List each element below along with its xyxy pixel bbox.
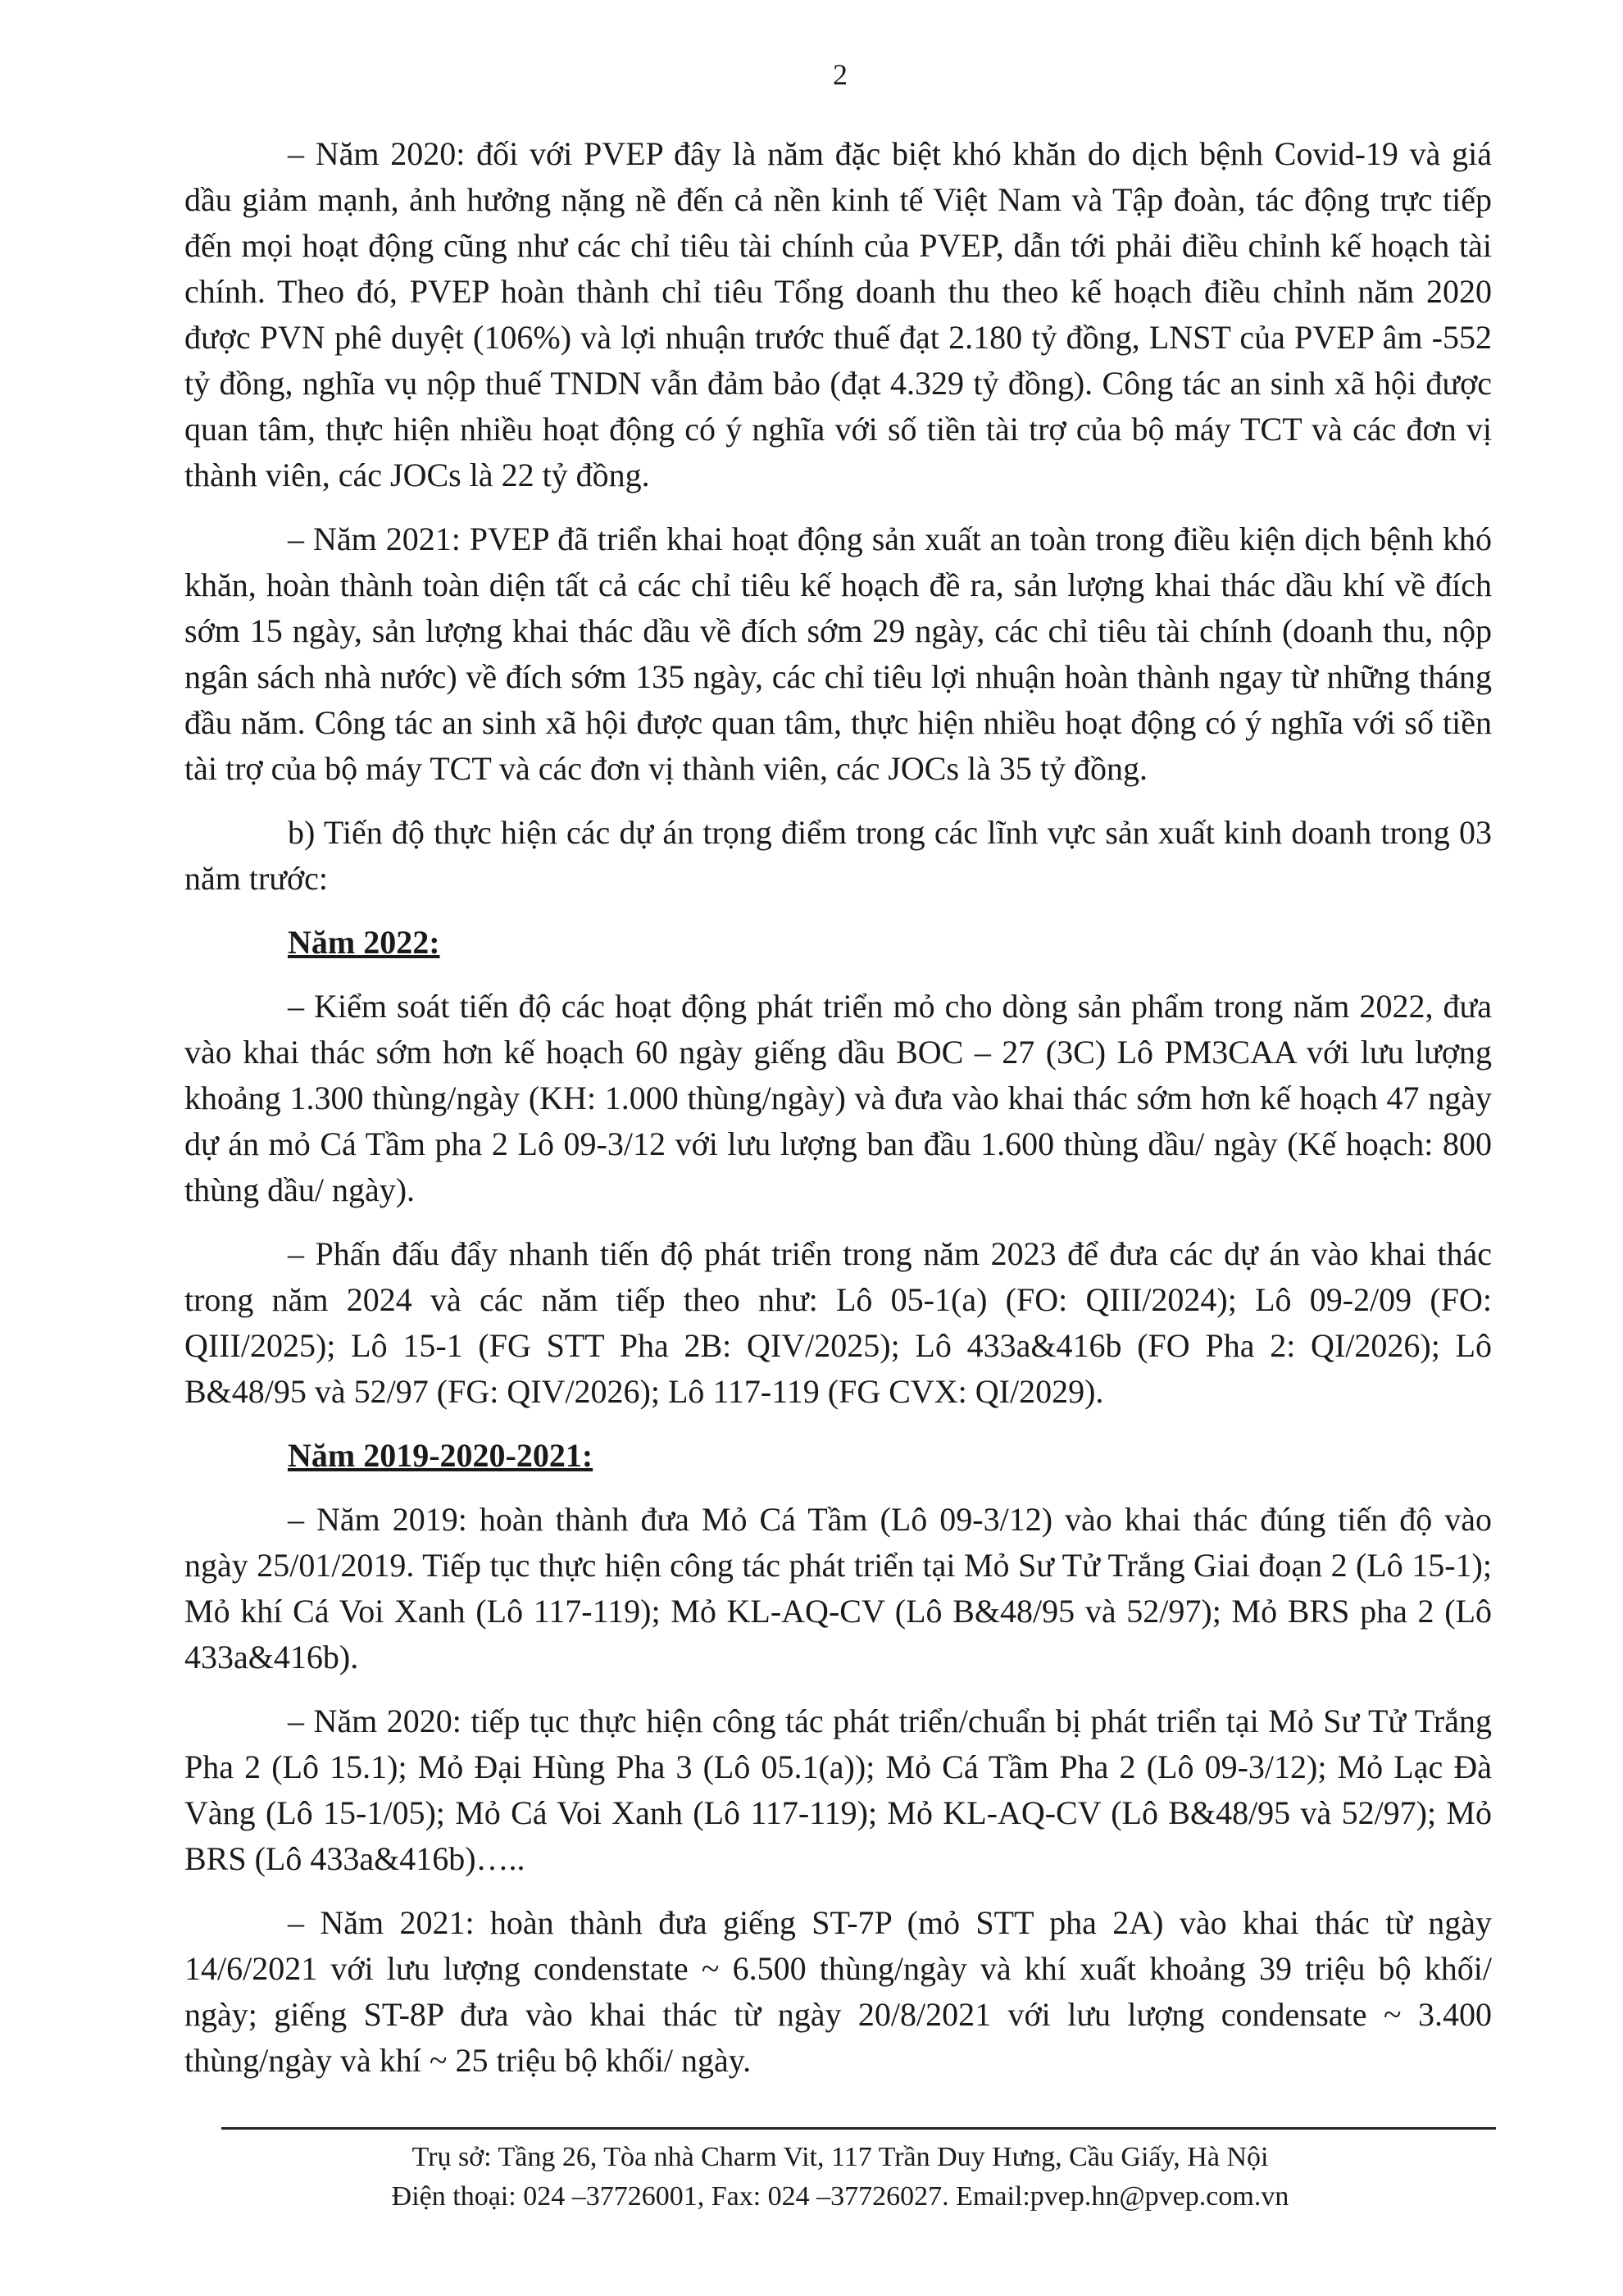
page-number: 2	[833, 58, 848, 91]
paragraph-2022-acceleration: – Phấn đấu đẩy nhanh tiến độ phát triển trong năm 2023 để đưa các dự án vào khai thác trong năm 2024 và các năm tiếp theo như: Lô 05-1(a) (FO: QIII/2024); Lô 09-2/09 (FO: QIII/2025); Lô 15-1 (FG STT Pha 2B: QIV/2025); Lô 433a&416b (FO Pha 2: QI/2026); Lô B&48/95 và 52/97 (FG: QIV/2026); Lô 117-119 (FG CVX: QI/2029).	[184, 1235, 1492, 1410]
paragraph-2020-projects: – Năm 2020: tiếp tục thực hiện công tác phát triển/chuẩn bị phát triển tại Mỏ Sư Tử Trắng Pha 2 (Lô 15.1); Mỏ Đại Hùng Pha 3 (Lô 05.1(a)); Mỏ Cá Tầm Pha 2 (Lô 09-3/12); Mỏ Lạc Đà Vàng (Lô 15-1/05); Mỏ Cá Voi Xanh (Lô 117-119); Mỏ KL-AQ-CV (Lô B&48/95 và 52/97); Mỏ BRS (Lô 433a&416b)…..	[184, 1703, 1492, 1877]
paragraph-2021-projects: – Năm 2021: hoàn thành đưa giếng ST-7P (mỏ STT pha 2A) vào khai thác từ ngày 14/6/2021 với lưu lượng condenstate ~ 6.500 thùng/ngày và khí xuất khoảng 39 triệu bộ khối/ ngày; giếng ST-8P đưa vào khai thác từ ngày 20/8/2021 với lưu lượng condensate ~ 3.400 thùng/ngày và khí ~ 25 triệu bộ khối/ ngày.	[184, 1904, 1492, 2079]
paragraph-section-b: b) Tiến độ thực hiện các dự án trọng điểm trong các lĩnh vực sản xuất kinh doanh trong 03 năm trước:	[184, 814, 1492, 897]
document-body	[184, 131, 1492, 2102]
paragraph-2019-projects: – Năm 2019: hoàn thành đưa Mỏ Cá Tầm (Lô 09-3/12) vào khai thác đúng tiến độ vào ngày 25/01/2019. Tiếp tục thực hiện công tác phát triển tại Mỏ Sư Tử Trắng Giai đoạn 2 (Lô 15-1); Mỏ khí Cá Voi Xanh (Lô 117-119); Mỏ KL-AQ-CV (Lô B&48/95 và 52/97); Mỏ BRS pha 2 (Lô 433a&416b).	[184, 1501, 1492, 1675]
paragraph-2022-development: – Kiểm soát tiến độ các hoạt động phát triển mỏ cho dòng sản phẩm trong năm 2022, đưa vào khai thác sớm hơn kế hoạch 60 ngày giếng dầu BOC – 27 (3C) Lô PM3CAA với lưu lượng khoảng 1.300 thùng/ngày (KH: 1.000 thùng/ngày) và đưa vào khai thác sớm hơn kế hoạch 47 ngày dự án mỏ Cá Tầm pha 2 Lô 09-3/12 với lưu lượng ban đầu 1.600 thùng dầu/ ngày (Kế hoạch: 800 thùng dầu/ ngày).	[184, 988, 1492, 1208]
footer-address: Trụ sở: Tầng 26, Tòa nhà Charm Vit, 117 Trần Duy Hưng, Cầu Giấy, Hà Nội	[411, 2142, 1269, 2172]
paragraph-2020-summary: – Năm 2020: đối với PVEP đây là năm đặc biệt khó khăn do dịch bệnh Covid-19 và giá dầu giảm mạnh, ảnh hưởng nặng nề đến cả nền kinh tế Việt Nam và Tập đoàn, tác động trực tiếp đến mọi hoạt động cũng như các chỉ tiêu tài chính của PVEP, dẫn tới phải điều chỉnh kế hoạch tài chính. Theo đó, PVEP hoàn thành chỉ tiêu Tổng doanh thu theo kế hoạch điều chỉnh năm 2020 được PVN phê duyệt (106%) và lợi nhuận trước thuế đạt 2.180 tỷ đồng, LNST của PVEP âm -552 tỷ đồng, nghĩa vụ nộp thuế TNDN vẫn đảm bảo (đạt 4.329 tỷ đồng). Công tác an sinh xã hội được quan tâm, thực hiện nhiều hoạt động có ý nghĩa với số tiền tài trợ của bộ máy TCT và các đơn vị thành viên, các JOCs là 22 tỷ đồng.	[184, 135, 1492, 493]
heading-2019-2021: Năm 2019-2020-2021:	[288, 1437, 593, 1474]
footer-divider	[221, 2127, 1496, 2130]
heading-2022: Năm 2022:	[288, 924, 440, 961]
paragraph-2021-summary: – Năm 2021: PVEP đã triển khai hoạt động sản xuất an toàn trong điều kiện dịch bệnh khó khăn, hoàn thành toàn diện tất cả các chỉ tiêu kế hoạch đề ra, sản lượng khai thác dầu khí về đích sớm 15 ngày, sản lượng khai thác dầu về đích sớm 29 ngày, các chỉ tiêu tài chính (doanh thu, nộp ngân sách nhà nước) về đích sớm 135 ngày, các chỉ tiêu lợi nhuận hoàn thành ngay từ những tháng đầu năm. Công tác an sinh xã hội được quan tâm, thực hiện nhiều hoạt động có ý nghĩa với số tiền tài trợ của bộ máy TCT và các đơn vị thành viên, các JOCs là 35 tỷ đồng.	[184, 521, 1492, 787]
footer	[0, 2138, 1623, 2216]
footer-contact: Điện thoại: 024 –37726001, Fax: 024 –37726027. Email:pvep.hn@pvep.com.vn	[391, 2181, 1289, 2212]
